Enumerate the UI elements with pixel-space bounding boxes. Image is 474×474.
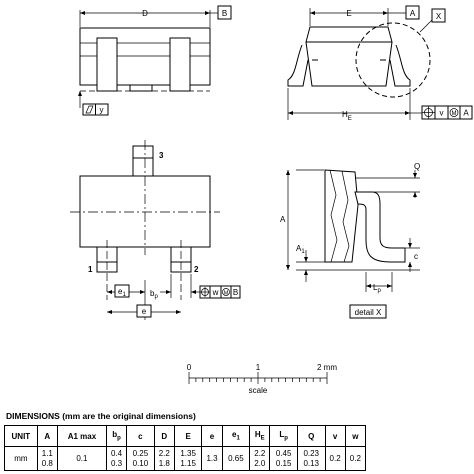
dim-a-label: A: [280, 215, 286, 224]
datum-b-label: B: [221, 9, 228, 18]
dimensions-header-cell: c: [127, 426, 155, 447]
dim-c-label: c: [414, 252, 418, 261]
dim-bp-sub: p: [154, 294, 158, 300]
detail-x-view: [280, 162, 420, 318]
gdt-a-label: A: [463, 108, 469, 118]
dimensions-header-row: [5, 426, 366, 447]
pad-3: [133, 146, 153, 176]
svg-text:Lp: [373, 283, 381, 294]
dimensions-header-cell: $e_1$: [222, 426, 250, 447]
dim-a1-label: A: [296, 244, 302, 253]
dimensions-mm-row: [5, 447, 366, 471]
dimensions-header-cell: A: [37, 426, 57, 447]
scale-tick-1: 1: [255, 363, 261, 372]
dimensions-value-cell: 0.2: [325, 447, 345, 471]
dimensions-value-cell: 2.2 2.0: [250, 447, 270, 471]
dimensions-value-cell: mm: [5, 447, 38, 471]
dimensions-value-cell: 0.2: [345, 447, 365, 471]
gdt-b-label: B: [232, 288, 239, 297]
dimensions-header-cell: D: [154, 426, 174, 447]
dim-he-sub: E: [347, 116, 352, 122]
dimensions-value-cell: 1.1 0.8: [37, 447, 57, 471]
dim-lp-label: L: [373, 283, 378, 292]
dimensions-header-cell: e: [202, 426, 222, 447]
gdt-m2-label: M: [223, 290, 229, 297]
lead-left: [97, 38, 117, 91]
datum-a-label: A: [409, 9, 416, 18]
scale-bar: [187, 363, 338, 395]
pin-1-label: 1: [88, 265, 93, 274]
dim-lp-sub: p: [377, 288, 381, 294]
svg-text:bp: [150, 289, 158, 300]
top-view: [78, 6, 231, 115]
dimensions-header-cell: Q: [297, 426, 325, 447]
dimensions-header-cell: $L_p$: [270, 426, 298, 447]
dim-e1-label: e: [118, 287, 123, 296]
dim-e-pitch-label: e: [141, 307, 147, 316]
dimensions-value-cell: 2.2 1.8: [154, 447, 174, 471]
dimensions-value-cell: 1.35 1.15: [174, 447, 202, 471]
scale-tick-2: 2 mm: [317, 363, 337, 372]
dim-e1-sub: 1: [122, 292, 126, 298]
dimensions-header-cell: v: [325, 426, 345, 447]
side-view: [288, 6, 472, 122]
dimensions-value-cell: 0.45 0.15: [270, 447, 298, 471]
dimensions-value-cell: 0.65: [222, 447, 250, 471]
gdt-m-label: M: [451, 111, 457, 117]
gdt-v-label: v: [439, 108, 444, 118]
dimensions-header-cell: w: [345, 426, 365, 447]
dimensions-header-cell: $b_p$: [106, 426, 126, 447]
dim-e-label: E: [346, 9, 352, 18]
pin-2-label: 2: [194, 265, 199, 274]
dimensions-header-cell: E: [174, 426, 202, 447]
dim-d-label: D: [142, 9, 148, 18]
dimensions-value-cell: 0.1: [57, 447, 106, 471]
gdt-w-label: w: [212, 288, 219, 297]
lead-right: [170, 38, 190, 91]
pin-3-label: 3: [159, 151, 164, 160]
flatness-y-label: y: [99, 105, 104, 115]
dimensions-value-cell: 0.4 0.3: [106, 447, 126, 471]
bottom-view: [70, 140, 240, 320]
dimensions-header-cell: A1 max: [57, 426, 106, 447]
dim-a1-sub: 1: [301, 249, 305, 255]
svg-text:A1: [296, 244, 305, 255]
detail-x-ref: X: [435, 12, 442, 21]
dim-bp-label: b: [150, 289, 155, 298]
scale-tick-0: 0: [186, 363, 192, 372]
dim-he-label: H: [342, 110, 348, 119]
dimensions-header-cell: $H_E$: [250, 426, 270, 447]
dimensions-table: [4, 425, 366, 471]
dimensions-value-cell: 0.23 0.13: [297, 447, 325, 471]
detail-x-caption: detail X: [354, 308, 382, 317]
scale-label: scale: [248, 386, 268, 395]
dimensions-value-cell: 1.3: [202, 447, 222, 471]
dimensions-header-cell: UNIT: [5, 426, 38, 447]
dimensions-title: DIMENSIONS (mm are the original dimensions): [6, 411, 196, 421]
dimensions-value-cell: 0.25 0.10: [127, 447, 155, 471]
svg-text:HE: [342, 110, 352, 122]
dim-q-label: Q: [414, 162, 421, 171]
